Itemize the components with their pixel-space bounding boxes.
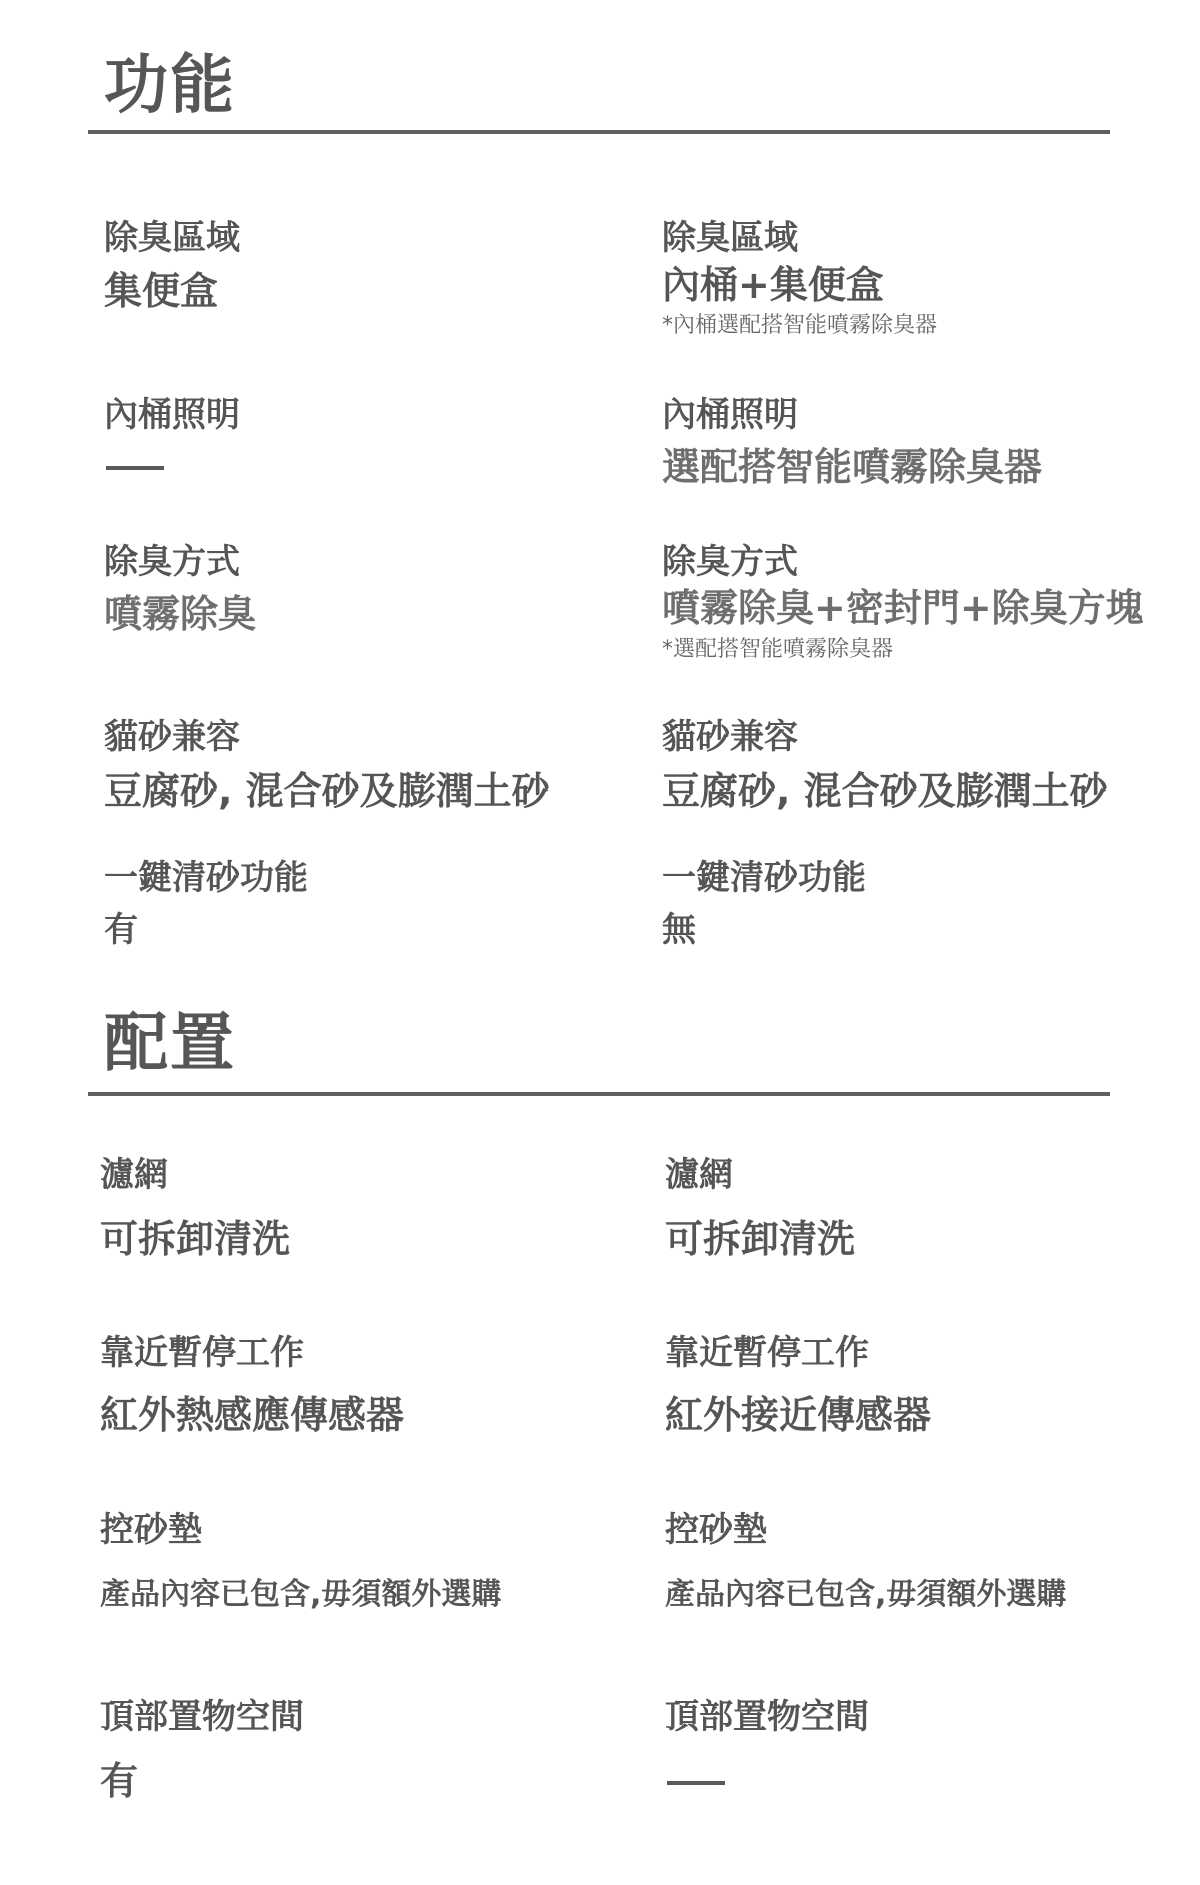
left-pause-label: 靠近暫停工作 [100, 1333, 304, 1373]
left-mat-label: 控砂墊 [100, 1510, 202, 1550]
right-lighting-label: 內桶照明 [662, 395, 798, 435]
left-deodor-method-value: 噴霧除臭 [104, 592, 257, 636]
config-section-title: 配置 [104, 1007, 236, 1081]
left-top-storage-label: 頂部置物空間 [100, 1697, 304, 1737]
left-litter-value: 豆腐砂, 混合砂及膨潤土砂 [104, 769, 550, 813]
right-litter-value: 豆腐砂, 混合砂及膨潤土砂 [662, 769, 1108, 813]
features-divider [88, 130, 1110, 134]
right-oneclick-label: 一鍵清砂功能 [662, 858, 866, 898]
right-filter-value: 可拆卸清洗 [665, 1217, 856, 1261]
right-deodor-method-label: 除臭方式 [662, 542, 798, 582]
right-oneclick-value: 無 [662, 910, 696, 950]
left-deodor-area-value: 集便盒 [104, 269, 219, 313]
right-litter-label: 貓砂兼容 [662, 717, 798, 757]
right-top-storage-value-dash [667, 1781, 725, 1785]
left-lighting-value-dash [106, 466, 164, 470]
right-filter-label: 濾網 [665, 1155, 733, 1195]
right-lighting-value: 選配搭智能噴霧除臭器 [662, 445, 1043, 489]
left-lighting-label: 內桶照明 [104, 395, 240, 435]
left-oneclick-label: 一鍵清砂功能 [104, 858, 308, 898]
right-deodor-area-label: 除臭區域 [662, 218, 798, 258]
left-mat-value: 產品內容已包含,毋須額外選購 [100, 1577, 502, 1612]
config-divider [88, 1092, 1110, 1096]
left-pause-value: 紅外熱感應傳感器 [100, 1393, 405, 1437]
right-mat-value: 產品內容已包含,毋須額外選購 [665, 1577, 1067, 1612]
left-filter-value: 可拆卸清洗 [100, 1217, 291, 1261]
right-deodor-area-note: *內桶選配搭智能噴霧除臭器 [662, 313, 938, 338]
left-litter-label: 貓砂兼容 [104, 717, 240, 757]
features-section-title: 功能 [104, 49, 236, 123]
right-deodor-method-note: *選配搭智能噴霧除臭器 [662, 637, 894, 662]
left-top-storage-value: 有 [100, 1759, 139, 1803]
right-mat-label: 控砂墊 [665, 1510, 767, 1550]
right-deodor-area-value: 內桶+集便盒 [662, 263, 884, 307]
right-top-storage-label: 頂部置物空間 [665, 1697, 869, 1737]
left-oneclick-value: 有 [104, 910, 138, 950]
left-deodor-area-label: 除臭區域 [104, 218, 240, 258]
left-deodor-method-label: 除臭方式 [104, 542, 240, 582]
right-pause-value: 紅外接近傳感器 [665, 1393, 932, 1437]
right-pause-label: 靠近暫停工作 [665, 1333, 869, 1373]
left-filter-label: 濾網 [100, 1155, 168, 1195]
right-deodor-method-value: 噴霧除臭+密封門+除臭方塊 [662, 586, 1144, 630]
